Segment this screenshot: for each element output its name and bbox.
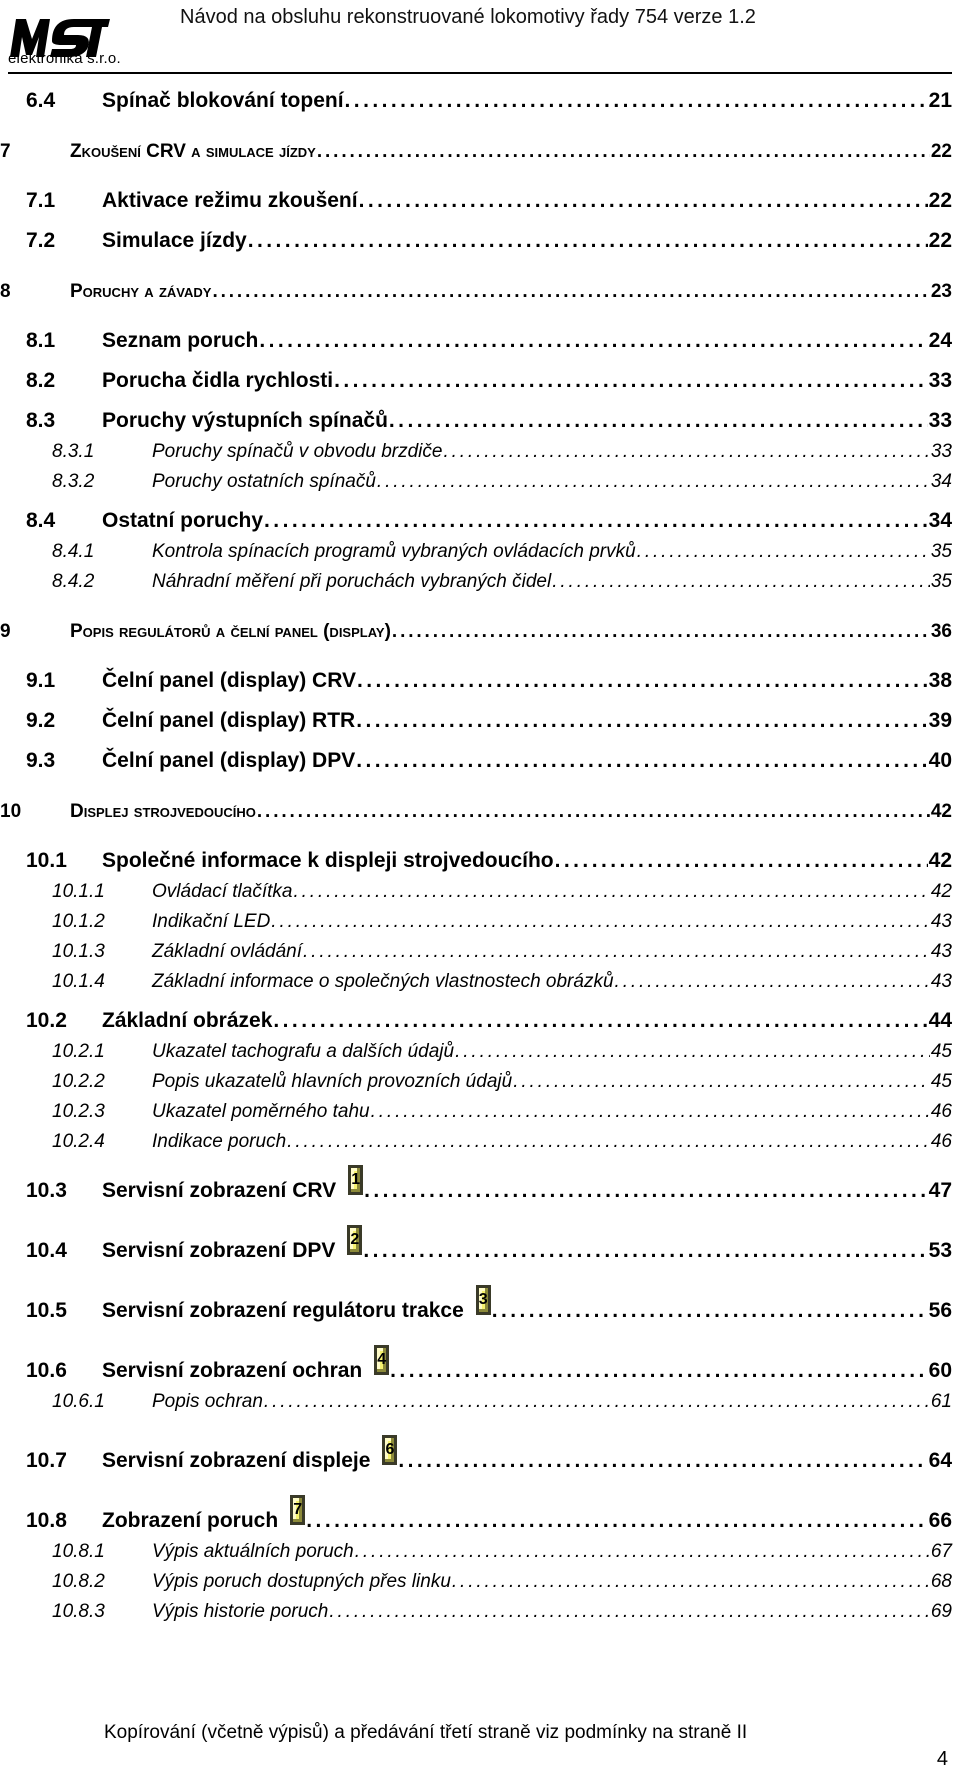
toc-entry-number: 10.6.1 [52, 1391, 105, 1412]
toc-entry-title: Základní informace o společných vlastnostech obrázků [152, 971, 614, 992]
toc-entry-page: 40 [928, 749, 952, 772]
toc-entry[interactable] [0, 616, 960, 646]
dot-leader [264, 1391, 930, 1413]
toc-entry[interactable] [0, 1126, 960, 1156]
toc-entry-title: Poruchy spínačů v obvodu brzdiče [152, 441, 443, 462]
dot-leader [398, 1449, 927, 1473]
toc-entry-title: Indikační LED [152, 911, 271, 932]
toc-entry-page: 66 [928, 1509, 952, 1532]
toc-entry-title: Základní obrázek [102, 1009, 273, 1032]
toc-entry-title: Čelní panel (display) RTR [102, 709, 356, 732]
dot-leader [303, 941, 930, 963]
toc-entry-title: Výpis aktuálních poruch [152, 1541, 354, 1562]
toc-entry-page: 69 [930, 1601, 952, 1622]
toc-entry-title: Základní ovládání [152, 941, 302, 962]
toc-entry[interactable] [0, 906, 960, 936]
toc-entry-page: 44 [928, 1009, 952, 1032]
toc-entry-number: 10.4 [26, 1239, 67, 1262]
display-key-icon: 7 [290, 1495, 305, 1525]
toc-entry-number: 10.8 [26, 1509, 67, 1532]
display-key-icon: 6 [382, 1435, 397, 1465]
dot-leader [259, 329, 927, 353]
toc-entry-page: 43 [930, 971, 952, 992]
toc-entry-page: 45 [930, 1041, 952, 1062]
toc-entry-title: Displej strojvedoucího [70, 801, 256, 822]
toc-entry-number: 9.3 [26, 749, 56, 772]
toc-entry-number: 10.3 [26, 1179, 67, 1202]
toc-entry-number: 7.2 [26, 229, 56, 252]
toc-entry[interactable] [0, 796, 960, 826]
toc-entry[interactable] [0, 1231, 960, 1266]
toc-entry-title: Porucha čidla rychlosti [102, 369, 334, 392]
toc-entry-page: 34 [930, 471, 952, 492]
toc-entry-number: 8.4.1 [52, 541, 95, 562]
toc-entry[interactable] [0, 436, 960, 466]
toc-entry-page: 22 [928, 229, 952, 252]
toc-entry-title: Servisní zobrazení DPV [102, 1239, 336, 1262]
toc-entry-page: 21 [928, 89, 952, 112]
toc-entry-page: 35 [930, 541, 952, 562]
dot-leader [377, 471, 930, 493]
toc-entry-number: 10.1 [26, 849, 67, 872]
toc-entry[interactable] [0, 1351, 960, 1386]
dot-leader [492, 1299, 928, 1323]
toc-entry-number: 8.3.2 [52, 471, 95, 492]
dot-leader [364, 1179, 928, 1203]
toc-entry-title: Výpis poruch dostupných přes linku [152, 1571, 451, 1592]
toc-entry-title: Kontrola spínacích programů vybraných ovládacích prvků [152, 541, 636, 562]
dot-leader [356, 709, 927, 733]
toc-entry-title: Náhradní měření při poruchách vybraných čidel [152, 571, 552, 592]
toc-entry-number: 10.1.1 [52, 881, 105, 902]
toc-entry-page: 33 [928, 369, 952, 392]
toc-entry-number: 10.2.2 [52, 1071, 105, 1092]
toc-entry-number: 10 [0, 801, 22, 822]
toc-entry-title: Indikace poruch [152, 1131, 287, 1152]
toc-entry-title: Servisní zobrazení displeje [102, 1449, 371, 1472]
toc-entry-title: Čelní panel (display) CRV [102, 669, 356, 692]
toc-entry[interactable] [0, 1536, 960, 1566]
toc-entry-number: 10.1.2 [52, 911, 105, 932]
toc-entry-number: 8.3 [26, 409, 56, 432]
toc-entry-page: 60 [928, 1359, 952, 1382]
toc-entry-page: 45 [930, 1071, 952, 1092]
toc-entry-number: 10.6 [26, 1359, 67, 1382]
dot-leader [264, 509, 928, 533]
toc-entry-number: 7.1 [26, 189, 56, 212]
toc-entry-title: Aktivace režimu zkoušení [102, 189, 358, 212]
toc-entry[interactable] [0, 466, 960, 496]
toc-entry[interactable] [0, 566, 960, 596]
header-title: Návod na obsluhu rekonstruované lokomotivy řady 754 verze 1.2 [180, 6, 756, 28]
toc-entry-number: 8.4 [26, 509, 56, 532]
toc-entry-title: Simulace jízdy [102, 229, 247, 252]
toc-entry-page: 39 [928, 709, 952, 732]
toc-entry-number: 10.1.3 [52, 941, 105, 962]
dot-leader [334, 369, 928, 393]
toc-entry[interactable] [0, 406, 960, 436]
toc-entry-page: 42 [930, 801, 952, 822]
toc-entry[interactable] [0, 186, 960, 216]
dot-leader [452, 1571, 930, 1593]
toc-entry-page: 67 [930, 1541, 952, 1562]
page-number: 4 [936, 1748, 948, 1770]
toc-entry-number: 8 [0, 281, 11, 302]
toc-entry[interactable] [0, 936, 960, 966]
toc-entry-page: 36 [930, 621, 952, 642]
toc-entry[interactable] [0, 876, 960, 906]
toc-entry-number: 10.8.2 [52, 1571, 105, 1592]
dot-leader [356, 749, 927, 773]
display-key-icon: 4 [374, 1345, 389, 1375]
toc-entry-title: Spínač blokování topení [102, 89, 344, 112]
toc-entry-title: Popis regulátorů a čelní panel (display) [70, 621, 391, 642]
toc-entry-number: 10.2.3 [52, 1101, 105, 1122]
toc-entry-page: 56 [928, 1299, 952, 1322]
dot-leader [363, 1239, 927, 1263]
dot-leader [329, 1601, 929, 1623]
toc-entry-number: 9 [0, 621, 11, 642]
toc-entry-number: 10.2 [26, 1009, 67, 1032]
toc-entry-page: 61 [930, 1391, 952, 1412]
toc-entry-title: Servisní zobrazení CRV [102, 1179, 337, 1202]
toc-entry-page: 33 [928, 409, 952, 432]
toc-entry-title: Společné informace k displeji strojvedoucího [102, 849, 554, 872]
dot-leader [287, 1131, 930, 1153]
toc-entry[interactable] [0, 1386, 960, 1416]
toc-entry-page: 68 [930, 1571, 952, 1592]
toc-entry[interactable] [0, 1291, 960, 1326]
toc-entry-title: Popis ukazatelů hlavních provozních údajů [152, 1071, 513, 1092]
dot-leader [390, 1359, 927, 1383]
dot-leader [359, 189, 928, 213]
toc-entry-page: 46 [930, 1131, 952, 1152]
toc-entry-page: 43 [930, 941, 952, 962]
dot-leader [293, 881, 929, 903]
toc-entry-page: 42 [928, 849, 952, 872]
toc-entry[interactable] [0, 1096, 960, 1126]
dot-leader [389, 409, 928, 433]
toc-entry-title: Ukazatel tachografu a dalších údajů [152, 1041, 455, 1062]
dot-leader [345, 89, 928, 113]
toc-entry-title: Čelní panel (display) DPV [102, 749, 356, 772]
toc-entry-number: 10.8.1 [52, 1541, 105, 1562]
toc-entry-page: 38 [928, 669, 952, 692]
dot-leader [555, 849, 928, 873]
display-key-icon: 1 [348, 1165, 363, 1195]
toc-entry-title: Zkoušení CRV a simulace jízdy [70, 141, 316, 162]
toc-entry-title: Servisní zobrazení regulátoru trakce [102, 1299, 464, 1322]
toc-entry[interactable] [0, 276, 960, 306]
toc-entry[interactable] [0, 846, 960, 876]
display-key-icon: 2 [347, 1225, 362, 1255]
toc-entry-number: 10.2.4 [52, 1131, 105, 1152]
dot-leader [317, 141, 930, 163]
toc-entry[interactable] [0, 1006, 960, 1036]
dot-leader [271, 911, 930, 933]
toc-entry[interactable] [0, 706, 960, 736]
toc-entry[interactable] [0, 966, 960, 996]
toc-entry-title: Poruchy a závady [70, 281, 212, 302]
toc-entry[interactable] [0, 746, 960, 776]
toc-entry-page: 43 [930, 911, 952, 932]
toc-entry[interactable] [0, 1441, 960, 1476]
toc-entry-title: Výpis historie poruch [152, 1601, 329, 1622]
toc-entry-number: 10.8.3 [52, 1601, 105, 1622]
display-key-icon: 3 [476, 1285, 491, 1315]
dot-leader [637, 541, 930, 563]
logo-subtitle: elektronika s.r.o. [8, 50, 121, 67]
toc-entry-page: 33 [930, 441, 952, 462]
dot-leader [552, 571, 930, 593]
dot-leader [306, 1509, 927, 1533]
toc-entry-page: 35 [930, 571, 952, 592]
toc-entry-title: Poruchy ostatních spínačů [152, 471, 376, 492]
toc-entry-page: 42 [930, 881, 952, 902]
toc-entry-number: 10.1.4 [52, 971, 105, 992]
dot-leader [357, 669, 928, 693]
dot-leader [513, 1071, 930, 1093]
toc-entry[interactable] [0, 326, 960, 356]
toc-entry-page: 47 [928, 1179, 952, 1202]
dot-leader [443, 441, 929, 463]
toc-entry-page: 22 [928, 189, 952, 212]
toc-entry[interactable] [0, 86, 960, 116]
toc-entry[interactable] [0, 1066, 960, 1096]
header-divider [8, 72, 952, 74]
toc-entry[interactable] [0, 1566, 960, 1596]
toc-entry-number: 8.2 [26, 369, 56, 392]
dot-leader [248, 229, 928, 253]
dot-leader [355, 1541, 930, 1563]
toc-entry-title: Seznam poruch [102, 329, 259, 352]
footer-copyright-note: Kopírování (včetně výpisů) a předávání třetí straně viz podmínky na straně II [104, 1722, 748, 1743]
toc-entry[interactable] [0, 1596, 960, 1626]
toc-entry-number: 10.5 [26, 1299, 67, 1322]
toc-entry-number: 8.3.1 [52, 441, 95, 462]
toc-entry[interactable] [0, 666, 960, 696]
toc-entry-number: 10.2.1 [52, 1041, 105, 1062]
toc-entry-title: Zobrazení poruch [102, 1509, 279, 1532]
toc-entry[interactable] [0, 506, 960, 536]
toc-entry-number: 10.7 [26, 1449, 67, 1472]
toc-entry-title: Ukazatel poměrného tahu [152, 1101, 370, 1122]
toc-entry[interactable] [0, 536, 960, 566]
toc-entry-number: 8.4.2 [52, 571, 95, 592]
toc-entry-title: Servisní zobrazení ochran [102, 1359, 363, 1382]
toc-entry[interactable] [0, 1036, 960, 1066]
toc-entry-page: 34 [928, 509, 952, 532]
toc-entry-page: 23 [930, 281, 952, 302]
dot-leader [273, 1009, 927, 1033]
toc-entry-title: Popis ochran [152, 1391, 263, 1412]
dot-leader [257, 801, 930, 823]
toc-entry-page: 64 [928, 1449, 952, 1472]
toc-entry[interactable] [0, 226, 960, 256]
toc-entry[interactable] [0, 136, 960, 166]
toc-entry-page: 46 [930, 1101, 952, 1122]
toc-entry[interactable] [0, 366, 960, 396]
dot-leader [212, 281, 929, 303]
toc-entry-number: 9.1 [26, 669, 56, 692]
toc-entry[interactable] [0, 1501, 960, 1536]
toc-entry-page: 53 [928, 1239, 952, 1262]
toc-entry-number: 9.2 [26, 709, 56, 732]
dot-leader [455, 1041, 930, 1063]
dot-leader [371, 1101, 930, 1123]
toc-entry[interactable] [0, 1171, 960, 1206]
dot-leader [392, 621, 930, 643]
toc-entry-number: 8.1 [26, 329, 56, 352]
toc-entry-number: 7 [0, 141, 11, 162]
toc-entry-title: Ovládací tlačítka [152, 881, 293, 902]
dot-leader [615, 971, 930, 993]
toc-entry-page: 24 [928, 329, 952, 352]
toc-entry-title: Poruchy výstupních spínačů [102, 409, 388, 432]
toc-entry-page: 22 [930, 141, 952, 162]
toc-entry-number: 6.4 [26, 89, 56, 112]
toc-entry-title: Ostatní poruchy [102, 509, 264, 532]
